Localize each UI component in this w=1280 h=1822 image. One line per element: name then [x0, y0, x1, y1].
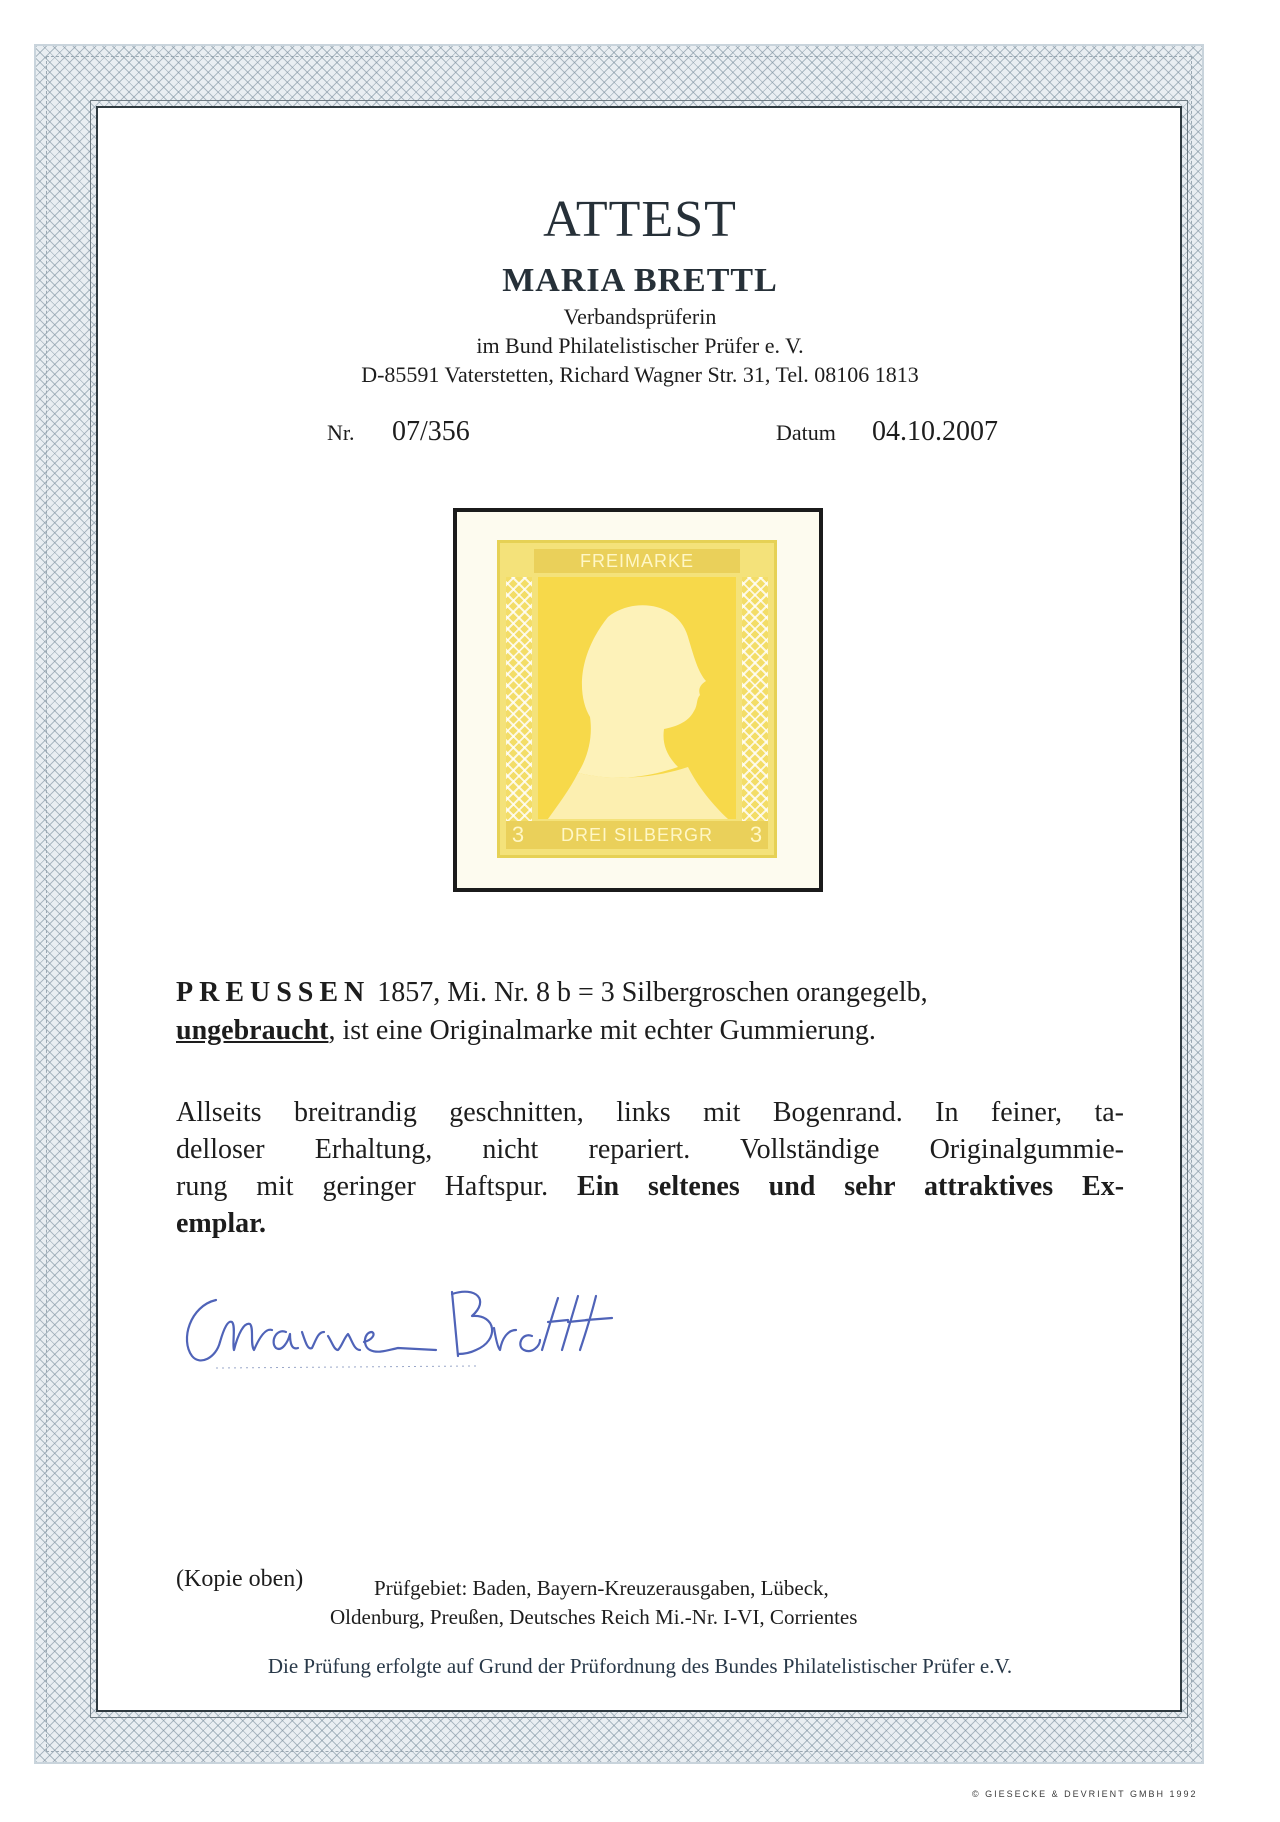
details-line-2: delloser Erhaltung, nicht repariert. Vollständige Originalgummie- — [176, 1134, 1124, 1165]
examiner-association: im Bund Philatelistischer Prüfer e. V. — [476, 333, 804, 358]
issue-details: 1857, Mi. Nr. 8 b = 3 Silbergroschen orangegelb, — [377, 977, 928, 1008]
stamp-photo-frame — [453, 508, 823, 892]
examiner-role: Verbandsprüferin — [563, 304, 717, 329]
scope-line-1: Prüfgebiet: Baden, Bayern-Kreuzerausgaben, Lübeck, — [374, 1576, 829, 1600]
printer-copyright: © GIESECKE & DEVRIENT GMBH 1992 — [972, 1789, 1198, 1799]
details-line-3-bold: Ein seltenes und sehr attraktives Ex- — [577, 1171, 1125, 1202]
description-line-2 — [176, 1012, 1124, 1049]
country: PREUSSEN — [176, 977, 371, 1008]
stamp-denomination: DREI SILBERGR — [560, 825, 714, 845]
details-line-4: emplar. — [176, 1208, 266, 1239]
stamp-value-left: 3 — [511, 822, 525, 847]
stamp-left-border — [506, 577, 532, 821]
copy-note: (Kopie oben) — [176, 1566, 304, 1592]
king-profile-icon — [538, 577, 736, 819]
stamp-image — [497, 540, 777, 858]
condition-details: , ist eine Originalmarke mit echter Gummierung. — [328, 1015, 876, 1046]
details-paragraph — [176, 1094, 1124, 1242]
details-line-3 — [176, 1168, 1124, 1205]
details-line-3-normal: rung mit geringer Haftspur. — [176, 1171, 549, 1202]
scope-line-2: Oldenburg, Preußen, Deutsches Reich Mi.-Nr. I-VI, Corrientes — [330, 1605, 858, 1629]
stamp-value-right: 3 — [749, 822, 763, 847]
stamp-bottom-inscription — [506, 821, 768, 849]
examiner-address: D-85591 Vaterstetten, Richard Wagner Str. 31, Tel. 08106 1813 — [361, 362, 919, 387]
certificate-date: 04.10.2007 — [872, 416, 998, 447]
stamp-top-inscription: FREIMARKE — [534, 549, 740, 573]
stamp-portrait — [538, 577, 736, 819]
certificate-number: 07/356 — [392, 416, 470, 447]
examiner-signature — [176, 1270, 656, 1380]
stamp-right-border — [742, 577, 768, 821]
certificate-number-label: Nr. — [327, 420, 355, 445]
condition: ungebraucht — [176, 1015, 329, 1046]
certificate-title: ATTEST — [543, 191, 737, 248]
details-line-1: Allseits breitrandig geschnitten, links mit Bogenrand. In feiner, ta- — [176, 1097, 1124, 1128]
examiner-name: MARIA BRETTL — [502, 262, 778, 299]
examination-note: Die Prüfung erfolgte auf Grund der Prüfordnung des Bundes Philatelistischer Prüfer e.V. — [267, 1654, 1013, 1678]
description-line-1 — [176, 974, 1124, 1011]
date-label: Datum — [776, 420, 836, 445]
